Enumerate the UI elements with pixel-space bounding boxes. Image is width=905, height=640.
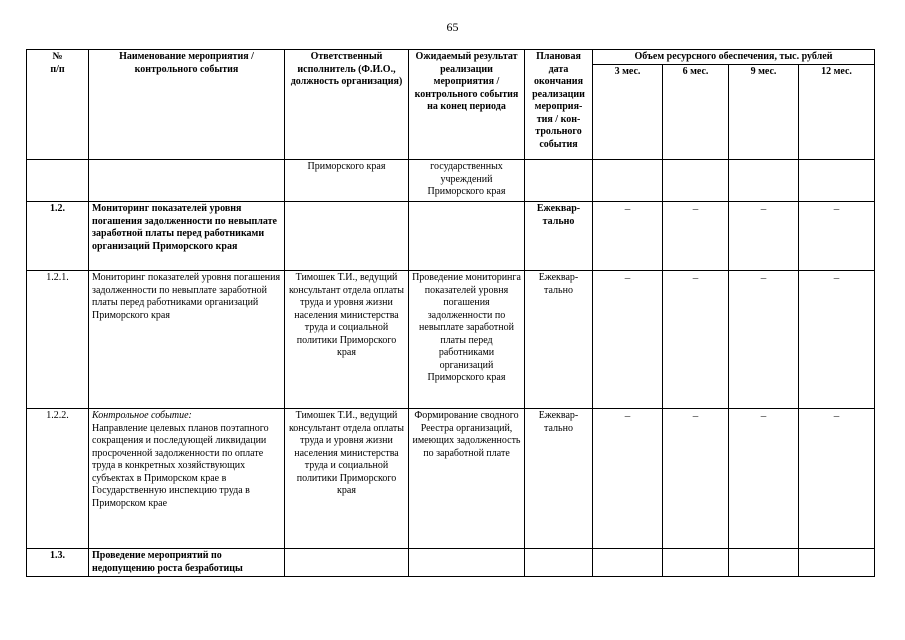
header-deadline: Плановая дата окончания реализации мероприя-тия / кон-трольного события (525, 50, 593, 160)
row-q12: – (799, 202, 875, 271)
row-expected (409, 549, 525, 577)
row-q9 (729, 160, 799, 202)
header-q9: 9 мес. (729, 64, 799, 160)
header-q3: 3 мес. (593, 64, 663, 160)
row-q6: – (663, 409, 729, 549)
row-expected (409, 202, 525, 271)
row-name: Проведение мероприятий по недопущению роста безработицы (89, 549, 285, 577)
row-q12: – (799, 409, 875, 549)
header-name: Наименование мероприятия / контрольного события (89, 50, 285, 160)
table-row (27, 160, 875, 202)
row-num (27, 160, 89, 202)
row-q9: – (729, 271, 799, 409)
table-row (27, 202, 875, 271)
page-number: 65 (446, 20, 459, 34)
row-deadline: Ежеквар-тально (525, 271, 593, 409)
row-name: Мониторинг показателей уровня погашения задолженности по невыплате заработной платы перед работниками организаций Приморского края (89, 271, 285, 409)
row-responsible (285, 202, 409, 271)
row-num: 1.2. (27, 202, 89, 271)
row-deadline (525, 160, 593, 202)
row-q3: – (593, 409, 663, 549)
table-row (27, 409, 875, 549)
table-row (27, 549, 875, 577)
row-num: 1.3. (27, 549, 89, 577)
row-num: 1.2.2. (27, 409, 89, 549)
row-responsible: Тимошек Т.И., ведущий консультант отдела оплаты труда и уровня жизни населения министерства труда и социальной политики Приморского края (285, 409, 409, 549)
row-q9: – (729, 202, 799, 271)
row-expected: Проведение мониторинга показателей уровня погашения задолженности по невыплате заработной платы перед работниками организаций Приморского края (409, 271, 525, 409)
row-q6 (663, 160, 729, 202)
header-q6: 6 мес. (663, 64, 729, 160)
row-name: Мониторинг показателей уровня погашения задолженности по невыплате заработной платы перед работниками организаций Приморского края (89, 202, 285, 271)
row-q12: – (799, 271, 875, 409)
header-row-1 (27, 50, 875, 65)
header-q12: 12 мес. (799, 64, 875, 160)
row-deadline: Ежеквар-тально (525, 409, 593, 549)
row-deadline: Ежеквар-тально (525, 202, 593, 271)
row-num: 1.2.1. (27, 271, 89, 409)
row-expected: государственных учреждений Приморского края (409, 160, 525, 202)
row-q6: – (663, 202, 729, 271)
header-num: № п/п (27, 50, 89, 160)
action-plan-table (26, 49, 875, 577)
control-event-label: Контрольное событие: (92, 410, 192, 421)
header-resources: Объем ресурсного обеспечения, тыс. рублей (593, 50, 875, 65)
row-deadline (525, 549, 593, 577)
row-responsible: Приморского края (285, 160, 409, 202)
row-name: Направление целевых планов поэтапного сокращения и последующей ликвидации просроченной задолженности по оплате труда в конкретных хозяйствующих субъектах в Приморском крае в Государственную инспекцию труда в Приморском крае (92, 422, 269, 509)
header-expected: Ожидаемый результат реализации мероприятия / контрольного события на конец периода (409, 50, 525, 160)
row-q9 (729, 549, 799, 577)
row-responsible: Тимошек Т.И., ведущий консультант отдела оплаты труда и уровня жизни населения министерства труда и социальной политики Приморского края (285, 271, 409, 409)
row-q3 (593, 549, 663, 577)
row-q3 (593, 160, 663, 202)
row-name (89, 160, 285, 202)
row-q3: – (593, 271, 663, 409)
row-q6: – (663, 271, 729, 409)
table-row (27, 271, 875, 409)
row-q6 (663, 549, 729, 577)
row-q3: – (593, 202, 663, 271)
header-responsible: Ответственный исполнитель (Ф.И.О., должность организация) (285, 50, 409, 160)
row-responsible (285, 549, 409, 577)
row-name-cell (89, 409, 285, 549)
row-q12 (799, 160, 875, 202)
row-q12 (799, 549, 875, 577)
row-q9: – (729, 409, 799, 549)
row-expected: Формирование сводного Реестра организаций, имеющих задолженность по заработной плате (409, 409, 525, 549)
